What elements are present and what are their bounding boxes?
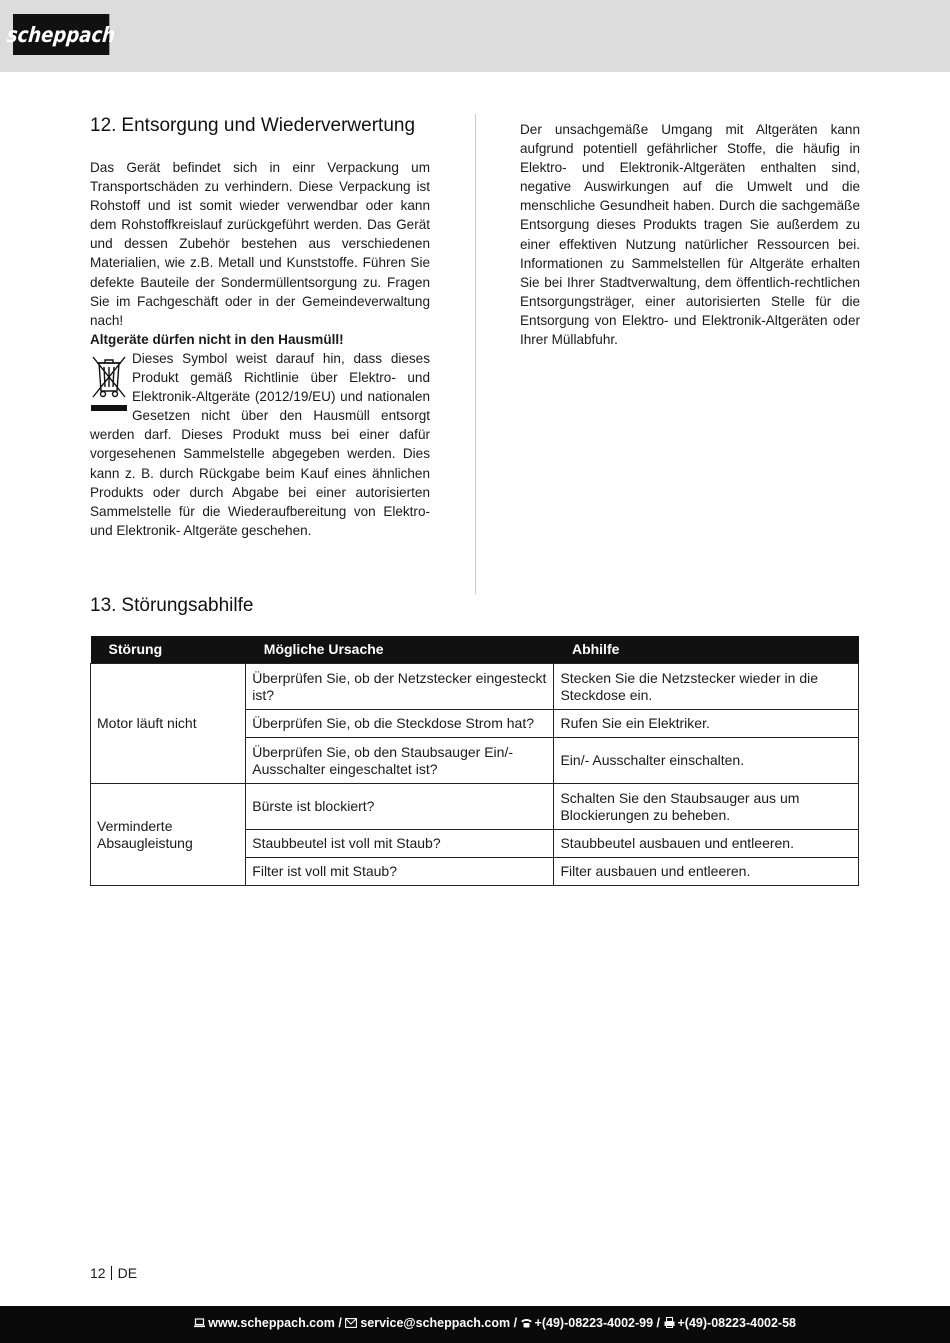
weee-block bbox=[90, 349, 430, 540]
page-number: 12 DE bbox=[90, 1265, 138, 1281]
troubleshooting-table bbox=[90, 636, 859, 886]
cause-cell: Überprüfen Sie, ob der Netzstecker eingesteckt ist? bbox=[246, 664, 554, 710]
fault-cell: Motor läuft nicht bbox=[91, 664, 246, 784]
crossed-out-bin-icon bbox=[90, 351, 128, 413]
cause-cell: Überprüfen Sie, ob den Staubsauger Ein/-Ausschalter eingeschaltet ist? bbox=[246, 738, 554, 784]
cause-cell: Staubbeutel ist voll mit Staub? bbox=[246, 830, 554, 858]
right-column bbox=[520, 120, 860, 349]
website-link[interactable]: www.scheppach.com bbox=[208, 1316, 335, 1330]
table-row bbox=[91, 784, 859, 830]
remedy-cell: Ein/- Ausschalter einschalten. bbox=[554, 738, 859, 784]
cause-cell: Filter ist voll mit Staub? bbox=[246, 858, 554, 886]
remedy-cell: Staubbeutel ausbauen und entleeren. bbox=[554, 830, 859, 858]
remedy-cell: Schalten Sie den Staubsauger aus um Blockierungen zu beheben. bbox=[554, 784, 859, 830]
brand-logo: scheppach bbox=[13, 14, 109, 55]
cause-cell: Bürste ist blockiert? bbox=[246, 784, 554, 830]
mail-icon bbox=[345, 1317, 357, 1331]
remedy-cell: Filter ausbauen und entleeren. bbox=[554, 858, 859, 886]
fault-cell: Verminderte Absaugleistung bbox=[91, 784, 246, 886]
section-12-heading: 12. Entsorgung und Wiederverwertung bbox=[90, 115, 416, 136]
table-header-row bbox=[91, 636, 859, 664]
fax-icon bbox=[664, 1317, 675, 1331]
footer-bar: www.scheppach.com / service@scheppach.com / +(49)-08223-4002-99 / +(49)-08223-4002-58 bbox=[0, 1306, 950, 1343]
weee-paragraph-continued: Der unsachgemäße Umgang mit Altgeräten kann aufgrund potentiell gefährlicher Stoffe, die häufig in Elektro- und Elektronik-Altgeräten enthalten sind, negative Auswirkungen auf die Umwelt und die menschliche Gesundheit haben. Durch die sachgemäße Entsorgung dieses Produkts tragen Sie außerdem zu einer effektiven Nutzung natürlicher Ressourcen bei. Informationen zu Sammelstellen für Altgeräte erhalten Sie bei Ihrer Stadtverwaltung, dem öffentlich-rechtlichen Entsorgungsträger, einer autorisierten Stelle für die Entsorgung von Elektro- und Elektronik-Altgeräten oder Ihrer Müllabfuhr. bbox=[520, 122, 860, 348]
weee-paragraph: Dieses Symbol weist darauf hin, dass dieses Produkt gemäß Richtlinie über Elektro- und Elektronik-Altgeräte (2012/19/EU) und nationalen Gesetzen nicht über den Hausmüll entsorgt werden darf. Dieses Produkt muss bei einer dafür vorgesehenen Sammelstelle abgegeben werden. Dies kann z. B. durch Rückgabe beim Kauf eines ähnlichen Produkts oder durch Abgabe bei einer autorisierten Sammelstelle für die Wiederaufbereitung von Elektro- und Elektronik- Altgeräte geschehen. bbox=[90, 350, 430, 538]
table-row bbox=[91, 664, 859, 710]
cause-cell: Überprüfen Sie, ob die Steckdose Strom hat? bbox=[246, 710, 554, 738]
header-remedy: Abhilfe bbox=[554, 636, 859, 664]
computer-icon bbox=[194, 1317, 205, 1331]
email-link[interactable]: service@scheppach.com bbox=[360, 1316, 511, 1330]
remedy-cell: Stecken Sie die Netzstecker wieder in die Steckdose ein. bbox=[554, 664, 859, 710]
column-divider bbox=[475, 114, 476, 594]
packaging-paragraph: Das Gerät befindet sich in einr Verpackung um Transportschäden zu verhindern. Diese Verpackung ist Rohstoff und ist somit wieder verwendbar oder kann dem Rohstoffkreislauf zurückgeführt werden. Das Gerät und dessen Zubehör bestehen aus verschiedenen Materialien, wie z.B. Metall und Kunststoffe. Führen Sie defekte Bauteile der Sondermüllentsorgung zu. Fragen Sie im Fachgeschäft oder in der Gemeindeverwaltung nach! bbox=[90, 160, 430, 328]
left-column bbox=[90, 114, 430, 540]
phone-icon bbox=[521, 1317, 532, 1331]
header-fault: Störung bbox=[91, 636, 246, 664]
section-13-heading: 13. Störungsabhilfe bbox=[90, 595, 254, 616]
phone-number[interactable]: +(49)-08223-4002-99 bbox=[534, 1316, 654, 1330]
header-cause: Mögliche Ursache bbox=[246, 636, 554, 664]
disposal-warning: Altgeräte dürfen nicht in den Hausmüll! bbox=[90, 331, 344, 347]
remedy-cell: Rufen Sie ein Elektriker. bbox=[554, 710, 859, 738]
header-bar bbox=[0, 0, 950, 72]
fax-number: +(49)-08223-4002-58 bbox=[677, 1316, 796, 1330]
